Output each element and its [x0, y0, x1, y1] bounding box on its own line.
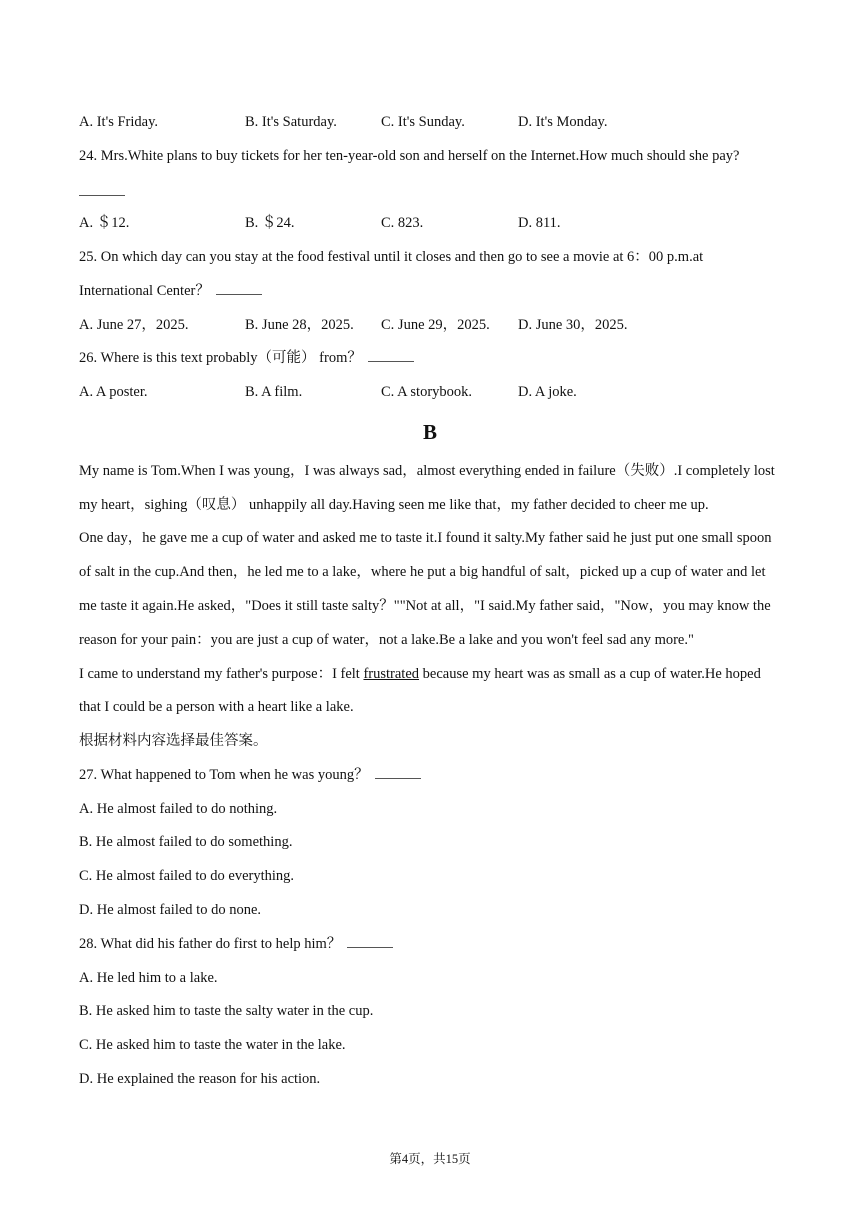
passage-line: My name is Tom.When I was young，I was always sad，almost everything ended in failure（失败）.I completely lost [79, 463, 775, 479]
q24-option-b: B. ＄24. [245, 215, 295, 231]
passage-line: of salt in the cup.And then，he led me to a lake，where he put a big handful of salt，picked up a cup of water and let [79, 564, 766, 580]
q26-question-line [79, 348, 414, 368]
q23-option-b: B. It's Saturday. [245, 114, 337, 130]
q27-option-b: B. He almost failed to do something. [79, 834, 293, 850]
section-b-heading: B [422, 420, 437, 444]
q28-option-a: A. He led him to a lake. [79, 970, 218, 986]
passage-line: me taste it again.He asked，"Does it still taste salty？""Not at all，"I said.My father said，"Now，you may know the [79, 598, 771, 614]
q28-answer-blank [347, 934, 393, 948]
q26-option-c: C. A storybook. [381, 384, 473, 400]
page-footer: 第4页，共15页 [389, 1152, 471, 1166]
q25-option-d: D. June 30，2025. [518, 317, 628, 333]
q23-option-c: C. It's Sunday. [381, 114, 465, 130]
q23-options [79, 112, 779, 132]
q25-options [79, 315, 779, 335]
q25-option-c: C. June 29，2025. [381, 317, 490, 333]
q27-question-line [79, 765, 421, 785]
q24-option-c: C. 823. [381, 215, 424, 231]
q28-question-text: 28. What did his father do first to help him？ [79, 936, 342, 952]
q25-option-a: A. June 27，2025. [79, 317, 189, 333]
underlined-word-frustrated: frustrated [363, 666, 420, 682]
q26-answer-blank [368, 348, 414, 362]
q27-option-c: C. He almost failed to do everything. [79, 868, 295, 884]
q27-answer-blank [375, 765, 421, 779]
q25-answer-blank [216, 281, 262, 295]
q23-option-a: A. It's Friday. [79, 114, 158, 130]
q26-option-b: B. A film. [245, 384, 303, 400]
q28-option-c: C. He asked him to taste the water in the lake. [79, 1037, 346, 1053]
passage-line: my heart，sighing（叹息） unhappily all day.Having seen me like that，my father decided to cheer me up. [79, 497, 709, 513]
q26-question-text: 26. Where is this text probably（可能） from？ [79, 350, 362, 366]
q27-question-text: 27. What happened to Tom when he was young？ [79, 767, 369, 783]
passage-line: reason for your pain：you are just a cup of water，not a lake.Be a lake and you won't feel sad any more." [79, 632, 694, 648]
passage-text: I came to understand my father's purpose：I felt [79, 666, 364, 682]
q25-question-line1: 25. On which day can you stay at the food festival until it closes and then go to see a movie at 6：00 p.m.at [79, 249, 704, 265]
passage-last-paragraph [79, 664, 761, 684]
q24-option-a: A. ＄12. [79, 215, 130, 231]
q25-question-line2 [79, 281, 262, 301]
q28-option-d: D. He explained the reason for his action. [79, 1071, 321, 1087]
q28-option-b: B. He asked him to taste the salty water in the cup. [79, 1003, 374, 1019]
passage-text: because my heart was as small as a cup of water.He hoped [419, 666, 761, 682]
q24-question: 24. Mrs.White plans to buy tickets for her ten-year-old son and herself on the Internet.How much should she pay? [79, 148, 740, 164]
q27-option-d: D. He almost failed to do none. [79, 902, 262, 918]
q26-option-d: D. A joke. [518, 384, 577, 400]
q27-option-a: A. He almost failed to do nothing. [79, 801, 278, 817]
q24-option-d: D. 811. [518, 215, 561, 231]
q28-question-line [79, 934, 393, 954]
passage-line: that I could be a person with a heart like a lake. [79, 699, 354, 715]
q24-answer-blank [79, 194, 125, 196]
q25-question-text: International Center？ [79, 283, 210, 299]
instruction-text: 根据材料内容选择最佳答案。 [79, 733, 268, 749]
q23-option-d: D. It's Monday. [518, 114, 608, 130]
q24-options [79, 213, 779, 233]
q26-options [79, 382, 779, 402]
q26-option-a: A. A poster. [79, 384, 148, 400]
q25-option-b: B. June 28，2025. [245, 317, 354, 333]
passage-line: One day，he gave me a cup of water and asked me to taste it.I found it salty.My father said he just put one small spoon [79, 530, 772, 546]
